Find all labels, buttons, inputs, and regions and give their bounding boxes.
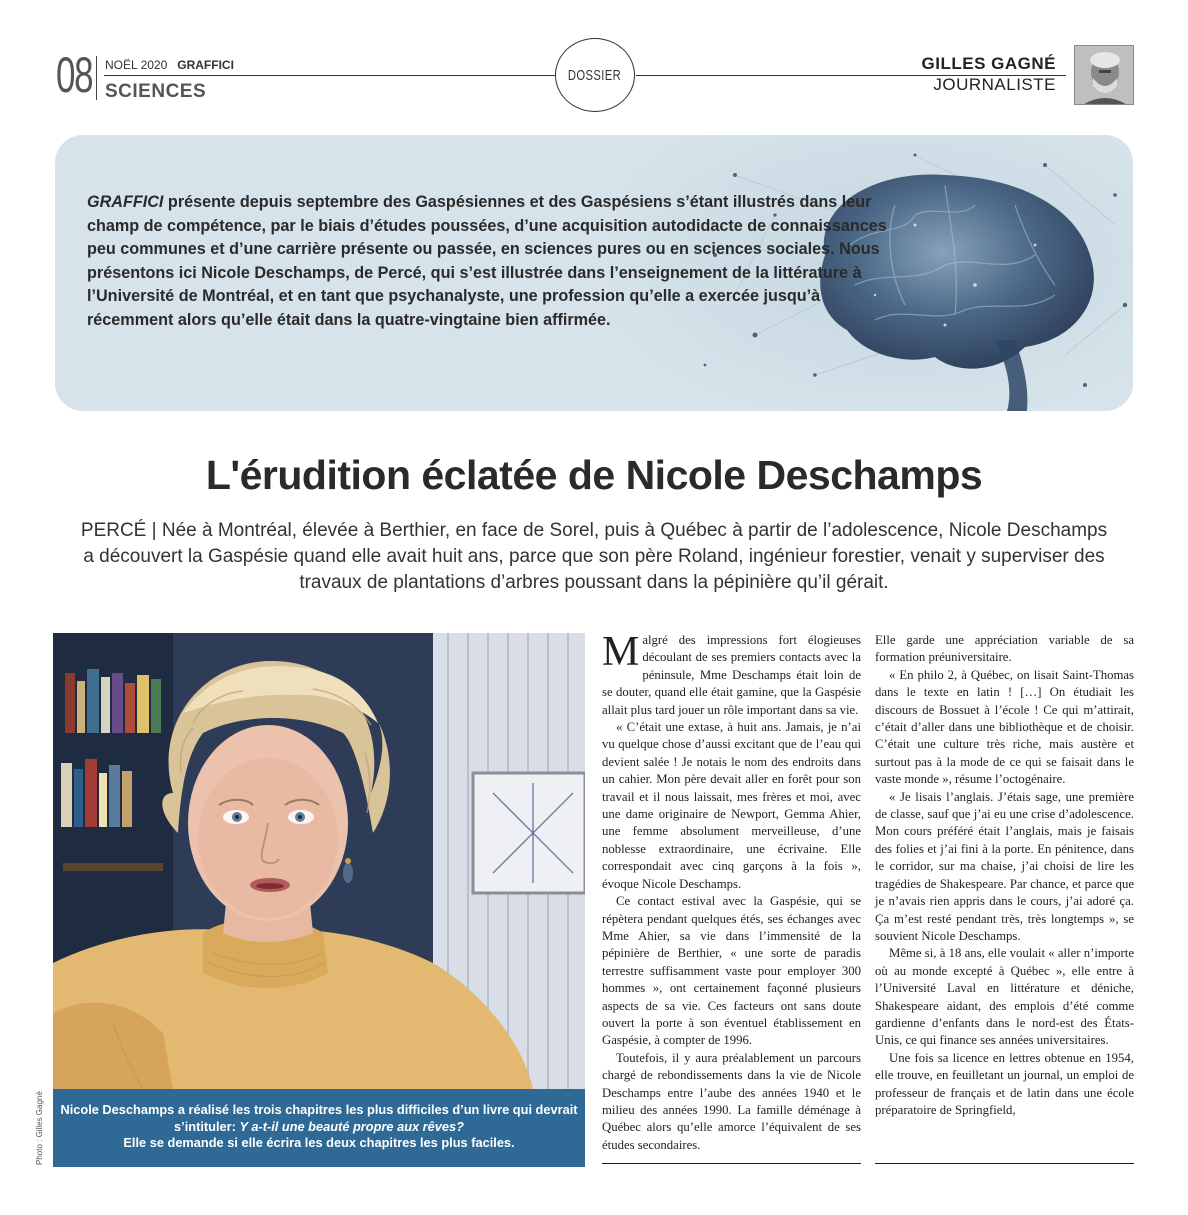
intro-box [55, 135, 1133, 411]
issue-info [105, 58, 234, 72]
article-photo [53, 633, 585, 1089]
article-column-2 [875, 632, 1134, 1119]
publication-name: GRAFFICI [177, 58, 234, 72]
intro-brand: GRAFFICI [87, 193, 164, 211]
dossier-badge [555, 38, 635, 112]
col1-paragraph-1 [602, 629, 861, 719]
author-block [922, 54, 1056, 95]
col1-paragraph-4: Toutefois, il y aura préalablement un parcours chargé de rebondissements dans la vie de Nicole Deschamps entre l’aube des années 1940 et le milieu des années 1990. La famille déménage à Québec alors qu’elle amorce l’équivalent de ses études secondaires. [602, 1050, 861, 1152]
header-divider [96, 56, 97, 100]
drop-cap: M [602, 629, 640, 675]
col2-paragraph-2: « En philo 2, à Québec, on lisait Saint-Thomas dans le texte en latin ! […] On étudiait les discours de Bossuet à l’école ! Ce qui m’attirait, c’était d’aller dans une bibliothèque et de choisir. C’était une culture très riche, mais austère et surtout pas à la mode de ce qui se faisait dans le vaste monde », résume l’octogénaire. [875, 667, 1134, 787]
intro-text [87, 191, 887, 333]
caption-part-2: Elle se demande si elle écrira les deux chapitres les plus faciles. [123, 1135, 515, 1150]
author-role: JOURNALISTE [933, 75, 1056, 94]
col2-paragraph-4: Même si, à 18 ans, elle voulait « aller n’importe où au monde excepté à Québec », elle entre à l’Université Laval en littérature et déniche, Shakespeare aidant, des emplois d’été comme gardienne d’enfants dans le nord-est des États-Unis, ce qui finance ses années universitaires. [875, 946, 1134, 1048]
col2-paragraph-5: Une fois sa licence en lettres obtenue en 1954, elle trouve, en feuilletant un journal, un emploi de professeur de français et de latin dans une école préparatoire de Springfield, [875, 1050, 1134, 1117]
intro-body: présente depuis septembre des Gaspésiennes et des Gaspésiens s’étant illustrés dans leur champ de compétence, par le biais d’études poussées, d’une acquisition autodidacte de connaissances peu communes et d’une carrière présente ou passée, en sciences pures ou en sciences sociales. Nous présentons ici Nicole Deschamps, de Percé, qui s’est illustrée dans l’enseignement de la littérature à l’Université de Montréal, et en tant que psychanalyste, une profession qu’elle a exercée jusqu’à récemment alors qu’elle était dans la quatre-vingtaine bien affirmée. [87, 193, 887, 329]
article-column-1 [602, 629, 861, 1154]
portrait-photo-icon [53, 633, 585, 1089]
col2-paragraph-3: « Je lisais l’anglais. J’étais sage, une première de classe, sauf que j’ai eu une crise d’adolescence. Mon cours préféré était l’anglais, mais je faisais des folies et j’ai fini à la porte. En pénitence, dans le corridor, sur ma chaise, j’ai choisi de lire les tragédies de Shakespeare. Par chance, et parce que je n’avais rien appris dans le cours, j’ai adoré ça. Ça m’est resté pendant très, très longtemps », se souvient Nicole Deschamps. [875, 789, 1134, 943]
col1-paragraph-1-text: algré des impressions fort élogieuses découlant de ses premiers contacts avec la péninsule, Mme Deschamps était loin de se douter, quand elle était gamine, que la Gaspésie allait plus tard jouer un rôle important dans sa vie. [602, 633, 861, 717]
col1-paragraph-3: Ce contact estival avec la Gaspésie, qui se répètera pendant quelques étés, ses échanges avec Mme Ahier, sa vie dans l’immensité de la pépinière de Berthier, « une sorte de paradis terrestre suffisamment vaste pour employer 300 hommes », ont certainement façonné plusieurs aspects de sa vie. Ces facteurs ont sans doute ouvert la porte à son éventuel établissement en Gaspésie, à compter de 1996. [602, 894, 861, 1048]
caption-book-title: Y a-t-il une beauté propre aux rêves? [239, 1118, 464, 1134]
col1-paragraph-2: « C’était une extase, à huit ans. Jamais, je n’ai vu quelque chose d’aussi excitant que de l’eau qui devient salée ! Je notais le nom des endroits dans un cahier. Mon père devait aller en forêt pour son travail et il nous laissait, mes frères et moi, avec une dame originaire de Newport, Gemma Ahier, une femme absolument merveilleuse, d’une noblesse extraordinaire, une écrivaine. Elle correspondait avec cinq garçons à la fois », évoque Nicole Deschamps. [602, 720, 861, 891]
column-1-bottom-rule [602, 1163, 861, 1164]
photo-caption [53, 1089, 585, 1167]
col2-paragraph-1: Elle garde une appréciation variable de sa formation préuniversitaire. [875, 633, 1134, 665]
author-portrait-icon [1075, 46, 1134, 105]
column-2-bottom-rule [875, 1163, 1134, 1164]
photo-credit: Photo : Gilles Gagné [35, 1091, 44, 1165]
page-number: 08 [56, 47, 93, 103]
dossier-label: DOSSIER [568, 66, 622, 84]
issue-date: NOËL 2020 [105, 58, 168, 72]
article-headline: L'érudition éclatée de Nicole Deschamps [205, 452, 983, 498]
section-name: SCIENCES [105, 81, 207, 102]
author-name: GILLES GAGNÉ [921, 54, 1056, 73]
article-lede: PERCÉ | Née à Montréal, élevée à Berthier, en face de Sorel, puis à Québec à partir de l’adolescence, Nicole Deschamps a découvert la Gaspésie quand elle avait huit ans, parce que son père Roland, ingénieur forestier, venait y superviser des travaux de plantations d’arbres poussant dans la pépinière qu’il gérait. [80, 520, 1108, 593]
author-photo [1074, 45, 1134, 105]
caption-part-1: Nicole Deschamps a réalisé les trois chapitres les plus difficiles d’un livre qui devrait s’intituler: [60, 1102, 578, 1134]
header-rule-left [104, 75, 556, 76]
